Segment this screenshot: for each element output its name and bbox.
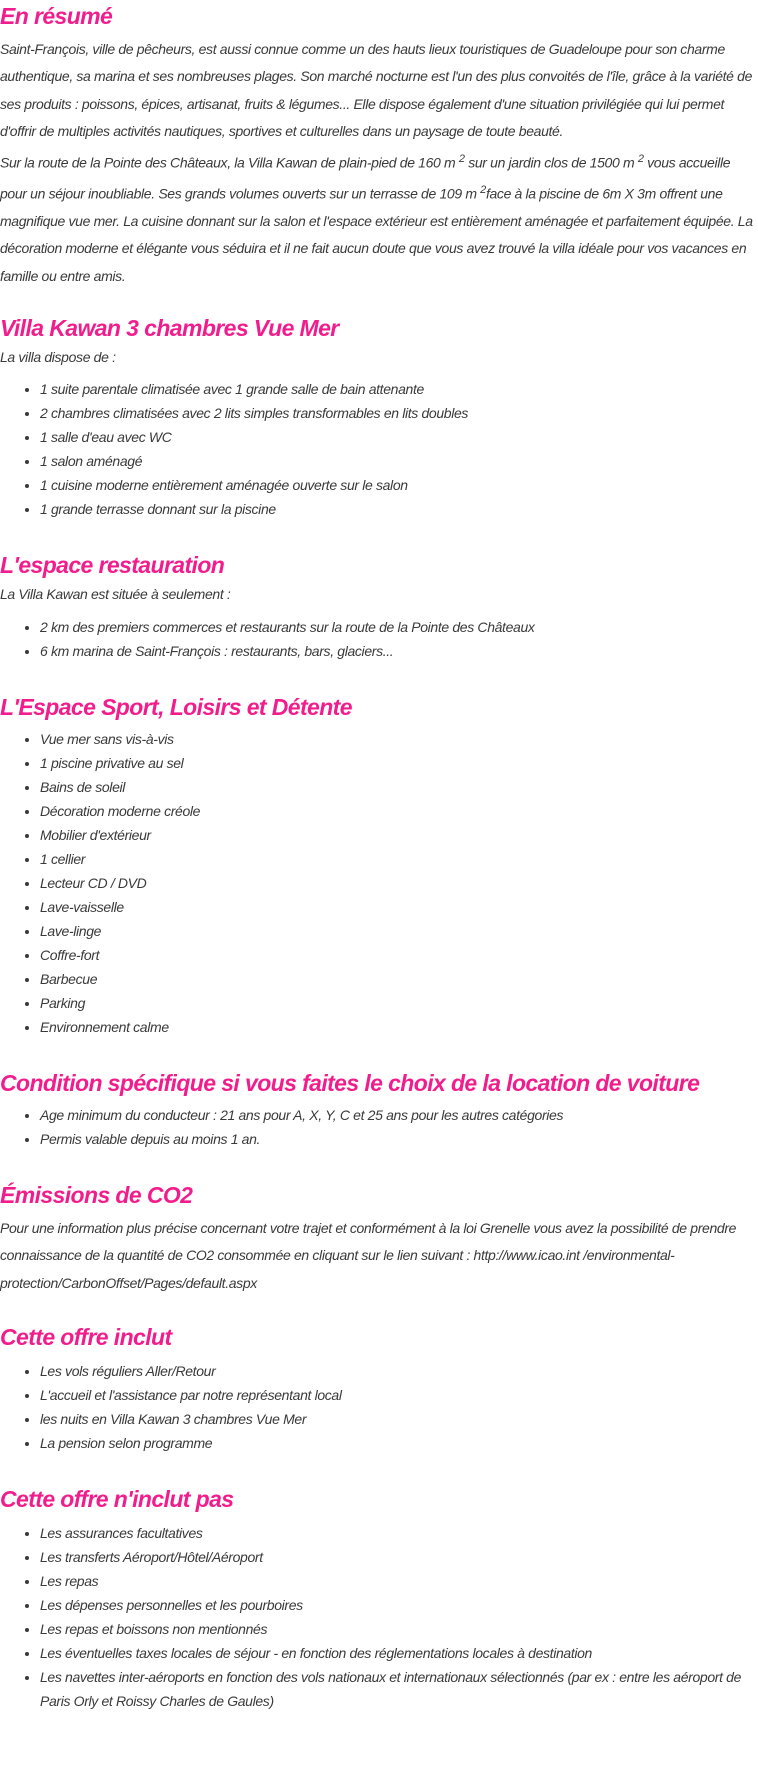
section-villa [0, 312, 758, 521]
list-item: • 1 salle d'eau avec WC [40, 425, 758, 449]
list-item: • Décoration moderne créole [40, 799, 758, 823]
section-title: L'Espace Sport, Loisirs et Détente [0, 693, 352, 720]
list-item: • Les transferts Aéroport/Hôtel/Aéroport [40, 1545, 758, 1569]
list-item: • 1 cuisine moderne entièrement aménagée ouverte sur le salon [40, 473, 758, 497]
list-item: • Permis valable depuis au moins 1 an. [40, 1127, 758, 1151]
list-item: • Les éventuelles taxes locales de séjour - en fonction des réglementations locales à destination [40, 1641, 758, 1665]
list-item: • Vue mer sans vis-à-vis [40, 727, 758, 751]
list-item: • Les dépenses personnelles et les pourboires [40, 1593, 758, 1617]
section-co2 [0, 1179, 758, 1297]
list-item: • Coffre-fort [40, 943, 758, 967]
feature-list [0, 1521, 758, 1713]
list-item: • L'accueil et l'assistance par notre représentant local [40, 1383, 758, 1407]
superscript: 2 [458, 152, 465, 165]
section-intro: La Villa Kawan est située à seulement : [0, 586, 231, 603]
text: vous accueille pour un séjour inoubliable. Ses grands volumes ouverts sur un terrasse de 109 m [0, 154, 731, 202]
section-title: Condition spécifique si vous faites le choix de la location de voiture [0, 1069, 700, 1096]
section-car-rental [0, 1067, 758, 1151]
summary-paragraph-2 [0, 146, 758, 290]
section-title: Émissions de CO2 [0, 1181, 193, 1208]
section-title: Cette offre inclut [0, 1324, 172, 1350]
co2-paragraph: Pour une information plus précise concernant votre trajet et conformément à la loi Grenelle vous avez la possibilité de prendre connaissance de la quantité de CO2 consommée en cliquant sur le lien suivant : http://www.icao.int /environmental-protection/CarbonOffset/Pages/default.aspx [0, 1219, 737, 1291]
text: sur un jardin clos de 1500 m [464, 154, 638, 171]
superscript: 2 [637, 152, 644, 165]
section-title: L'espace restauration [0, 552, 225, 579]
feature-list [0, 615, 758, 663]
list-item: • 1 grande terrasse donnant sur la piscine [40, 497, 758, 521]
section-not-included [0, 1483, 758, 1713]
list-item: • les nuits en Villa Kawan 3 chambres Vue Mer [40, 1407, 758, 1431]
section-included [0, 1321, 758, 1455]
list-item: • Barbecue [40, 967, 758, 991]
list-item: • 2 chambres climatisées avec 2 lits simples transformables en lits doubles [40, 401, 758, 425]
text: face à la piscine de 6m X 3m offrent une magnifique vue mer. La cuisine donnant sur la salon et l'espace extérieur est entièrement aménagée et parfaitement équipée. La décoration moderne et élégante vous séduira et il ne fait aucun doute que vous avez trouvé la villa idéale pour vos vacances en famille ou entre amis. [0, 185, 753, 284]
section-summary [0, 0, 758, 290]
list-item: • Lave-vaisselle [40, 895, 758, 919]
list-item: • Lave-linge [40, 919, 758, 943]
list-item: • 1 suite parentale climatisée avec 1 grande salle de bain attenante [40, 377, 758, 401]
list-item: • 6 km marina de Saint-François : restaurants, bars, glaciers... [40, 639, 758, 663]
section-title: Cette offre n'inclut pas [0, 1486, 234, 1512]
list-item: • 2 km des premiers commerces et restaurants sur la route de la Pointe des Châteaux [40, 615, 758, 639]
list-item: • Les repas [40, 1569, 758, 1593]
list-item: • Mobilier d'extérieur [40, 823, 758, 847]
list-item: • La pension selon programme [40, 1431, 758, 1455]
list-item: • Les assurances facultatives [40, 1521, 758, 1545]
list-item: • 1 salon aménagé [40, 449, 758, 473]
list-item: • Parking [40, 991, 758, 1015]
list-item: • Bains de soleil [40, 775, 758, 799]
feature-list [0, 377, 758, 521]
section-intro: La villa dispose de : [0, 348, 116, 365]
section-title: En résumé [0, 3, 113, 29]
text: Sur la route de la Pointe des Châteaux, la Villa Kawan de plain-pied de 160 m [0, 154, 459, 171]
feature-list [0, 1103, 758, 1151]
list-item: • Age minimum du conducteur : 21 ans pour A, X, Y, C et 25 ans pour les autres catégories [40, 1103, 758, 1127]
list-item: • 1 cellier [40, 847, 758, 871]
list-item: • Les repas et boissons non mentionnés [40, 1617, 758, 1641]
list-item: • Les vols réguliers Aller/Retour [40, 1359, 758, 1383]
superscript: 2 [480, 183, 486, 196]
section-sport [0, 691, 758, 1039]
list-item: • Lecteur CD / DVD [40, 871, 758, 895]
list-item: • Les navettes inter-aéroports en fonction des vols nationaux et internationaux sélectionnés (par ex : entre les aéroport de Paris Orly et Roissy Charles de Gaules) [40, 1665, 758, 1713]
summary-paragraph: Saint-François, ville de pêcheurs, est aussi connue comme un des hauts lieux touristiques de Guadeloupe pour son charme authentique, sa marina et ses nombreuses plages. Son marché nocturne est l'un des plus convoités de l'île, grâce à la variété de ses produits : poissons, épices, artisanat, fruits & légumes... Elle dispose également d'une situation privilégiée qui lui permet d'offrir de multiples activités nautiques, sportives et culturelles dans un paysage de toute beauté. [0, 41, 753, 140]
feature-list [0, 727, 758, 1039]
section-title: Villa Kawan 3 chambres Vue Mer [0, 314, 339, 341]
section-restauration [0, 549, 758, 662]
list-item: • 1 piscine privative au sel [40, 751, 758, 775]
feature-list [0, 1359, 758, 1455]
list-item: • Environnement calme [40, 1015, 758, 1039]
